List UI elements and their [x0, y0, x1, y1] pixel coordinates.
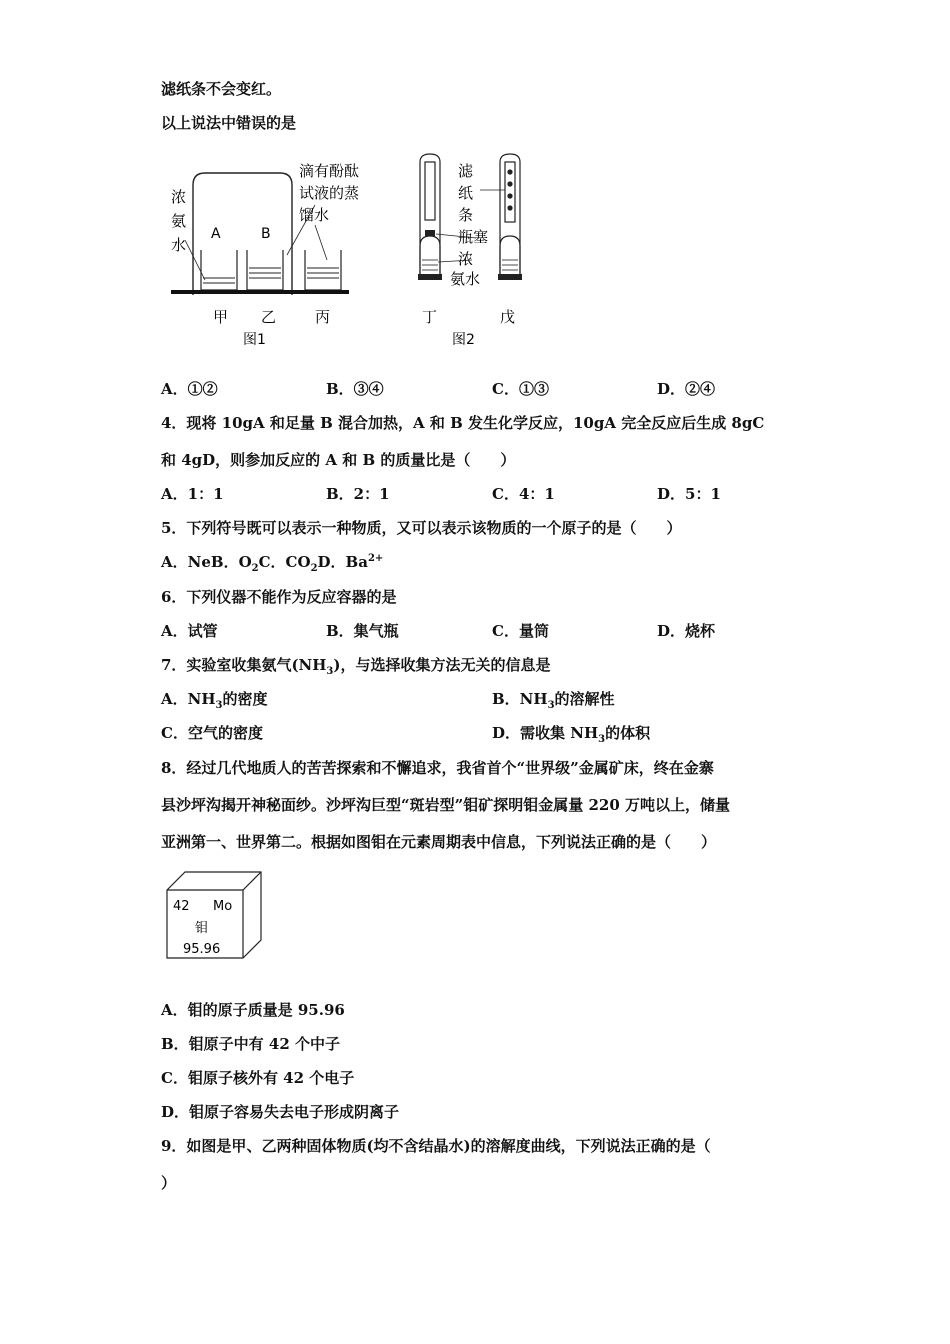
- q5-opt-sup: 2+: [367, 553, 384, 564]
- q7-a-sub: 3: [215, 700, 223, 711]
- q3-option-a[interactable]: A．①②: [161, 380, 218, 398]
- q4-stem-line1: 4．现将 10gA 和足量 B 混合加热，A 和 B 发生化学反应，10gA 完全反应后生成 8gC: [161, 414, 765, 432]
- q5-opt-c: C．CO: [258, 553, 311, 571]
- intro-tail: 滤纸条不会变红。: [161, 80, 282, 98]
- q7-d-pre: D．需收集 NH: [492, 724, 599, 742]
- label-wu: 戊: [500, 308, 516, 326]
- q5-stem: 5．下列符号既可以表示一种物质，又可以表示该物质的一个原子的是（ ）: [161, 519, 682, 537]
- figure-2: [410, 150, 540, 355]
- label-ammonia-1: 浓: [171, 188, 187, 206]
- q5-options[interactable]: [161, 551, 383, 574]
- label-filter-2: 纸: [458, 184, 474, 202]
- q9-stem-line2: ）: [161, 1174, 177, 1192]
- label-ding: 丁: [422, 308, 438, 326]
- label-phenol-1: 滴有酚酞: [299, 162, 360, 180]
- q7-stem: [161, 654, 551, 677]
- element-name: 钼: [195, 921, 209, 936]
- q6-option-a[interactable]: A．试管: [161, 622, 218, 640]
- q3-option-c[interactable]: C．①③: [492, 380, 549, 398]
- q9-stem-line1: 9．如图是甲、乙两种固体物质(均不含结晶水)的溶解度曲线，下列说法正确的是（: [161, 1137, 711, 1155]
- q8-stem-line1: 8．经过几代地质人的苦苦探索和不懈追求，我省首个“世界级”金属矿床，终在金寨: [161, 759, 714, 777]
- figure-2-caption: 图2: [452, 332, 475, 348]
- q4-option-a[interactable]: A．1：1: [161, 485, 224, 503]
- q5-opt-sub2: 2: [310, 563, 318, 574]
- q7-option-b[interactable]: [492, 688, 615, 711]
- q8-stem-line3: 亚洲第一、世界第二。根据如图钼在元素周期表中信息，下列说法正确的是（ ）: [161, 833, 717, 851]
- question-prompt: 以上说法中错误的是: [161, 114, 297, 132]
- molybdenum-element-card: [165, 870, 263, 960]
- label-bing: 丙: [315, 308, 331, 326]
- element-number: 42: [173, 899, 190, 914]
- q6-stem: 6．下列仪器不能作为反应容器的是: [161, 588, 397, 606]
- q7-option-a[interactable]: [161, 688, 268, 711]
- q6-option-c[interactable]: C．量筒: [492, 622, 549, 640]
- q8-option-a[interactable]: A．钼的原子质量是 95.96: [161, 1001, 345, 1019]
- q5-opt-d: D．Ba: [317, 553, 368, 571]
- q7-b-post: 的溶解性: [554, 690, 615, 708]
- q3-option-d[interactable]: D．②④: [657, 380, 716, 398]
- figure-1-caption: 图1: [243, 332, 266, 348]
- q7-option-d[interactable]: [492, 722, 650, 745]
- label-beaker-b: B: [261, 226, 271, 242]
- q8-option-d[interactable]: D．钼原子容易失去电子形成阴离子: [161, 1103, 400, 1121]
- q7-d-sub: 3: [598, 734, 606, 745]
- label-ammonia-2: 氨: [171, 212, 187, 230]
- label-yi: 乙: [261, 308, 277, 326]
- q7-stem-sub: 3: [326, 666, 334, 677]
- q7-b-sub: 3: [547, 700, 555, 711]
- label-ammonia-bottom: 氨水: [450, 270, 481, 288]
- q4-stem-line2: 和 4gD，则参加反应的 A 和 B 的质量比是（ ）: [161, 451, 516, 469]
- q7-b-pre: B．NH: [492, 690, 548, 708]
- element-symbol: Mo: [213, 899, 233, 914]
- label-filter-3: 条: [458, 206, 474, 224]
- label-phenol-3: 馏水: [299, 206, 330, 224]
- q6-option-b[interactable]: B．集气瓶: [326, 622, 399, 640]
- figure-1: [165, 150, 365, 355]
- label-ammonia-3: 水: [171, 236, 187, 254]
- q5-opt-ab: A．NeB．O: [161, 553, 252, 571]
- q7-option-c[interactable]: C．空气的密度: [161, 724, 263, 742]
- q7-a-pre: A．NH: [161, 690, 216, 708]
- q4-option-b[interactable]: B．2：1: [326, 485, 390, 503]
- q5-opt-sub: 2: [251, 563, 259, 574]
- q4-option-d[interactable]: D．5：1: [657, 485, 721, 503]
- label-ammonia-top: 浓: [458, 250, 474, 268]
- q7-a-post: 的密度: [222, 690, 268, 708]
- label-jia: 甲: [213, 308, 229, 326]
- q8-option-b[interactable]: B．钼原子中有 42 个中子: [161, 1035, 340, 1053]
- q7-d-post: 的体积: [605, 724, 651, 742]
- q8-option-c[interactable]: C．钼原子核外有 42 个电子: [161, 1069, 355, 1087]
- q4-option-c[interactable]: C．4：1: [492, 485, 555, 503]
- label-phenol-2: 试液的蒸: [299, 184, 360, 202]
- q3-option-b[interactable]: B．③④: [326, 380, 384, 398]
- label-filter-1: 滤: [458, 162, 474, 180]
- label-stopper: 瓶塞: [458, 228, 489, 246]
- label-beaker-a: A: [211, 226, 221, 242]
- q7-stem-pre: 7．实验室收集氨气(NH: [161, 656, 327, 674]
- q7-stem-post: )，与选择收集方法无关的信息是: [333, 656, 551, 674]
- element-mass: 95.96: [183, 942, 221, 957]
- q8-stem-line2: 县沙坪沟揭开神秘面纱。沙坪沟巨型“斑岩型”钼矿探明钼金属量 220 万吨以上，储量: [161, 796, 731, 814]
- q6-option-d[interactable]: D．烧杯: [657, 622, 716, 640]
